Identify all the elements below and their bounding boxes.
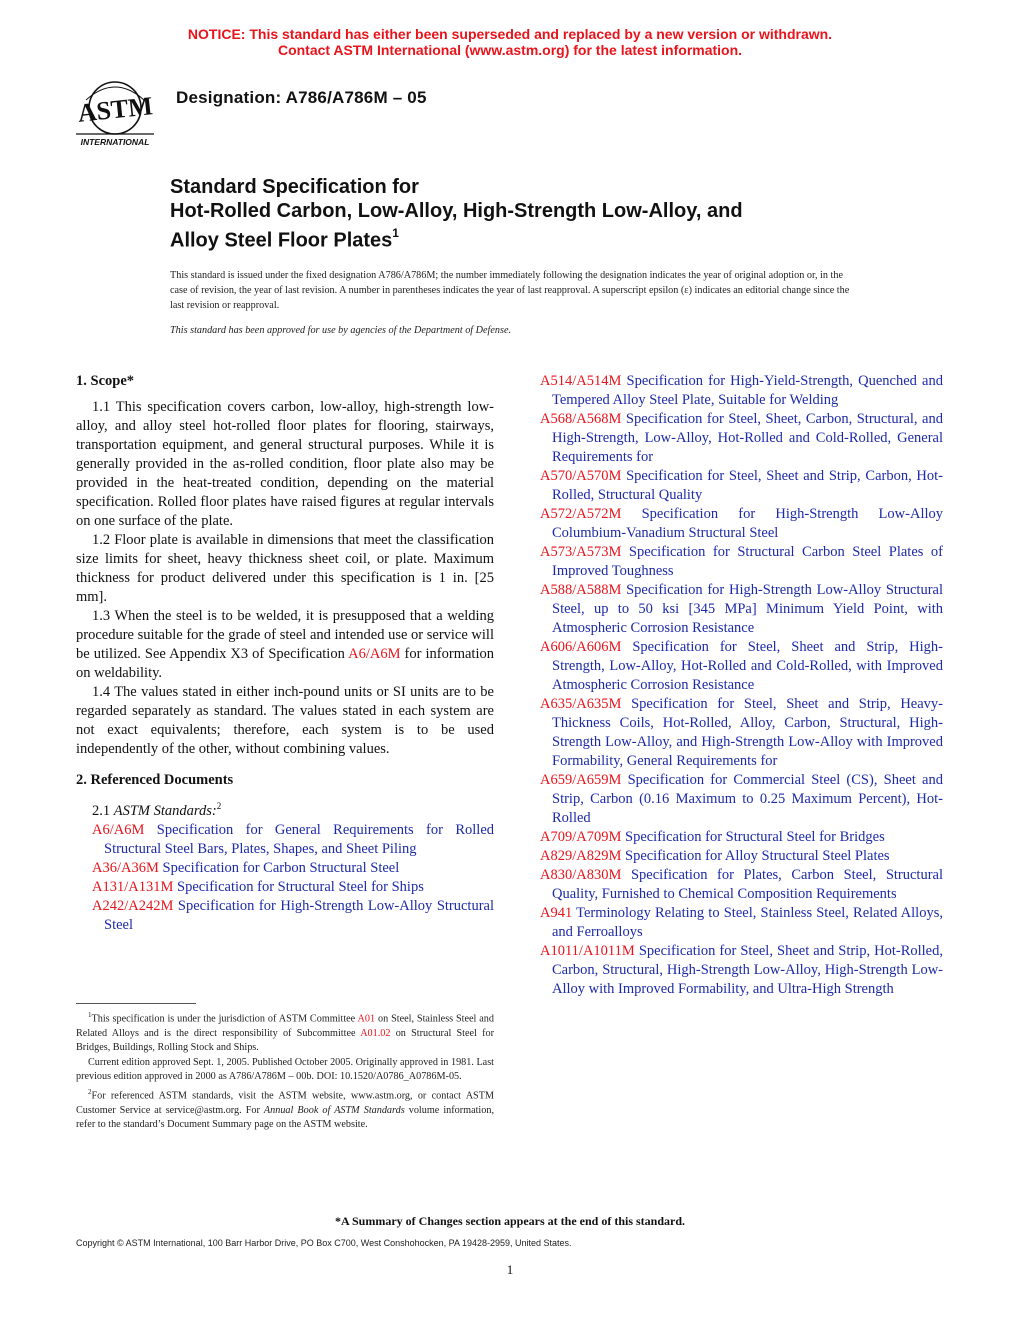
svg-text:INTERNATIONAL: INTERNATIONAL — [80, 137, 150, 147]
reference-item[interactable] — [540, 695, 943, 771]
reference-title[interactable]: Specification for Steel, Sheet and Strip, Hot-Rolled, Carbon, Structural, High-Strength Low-Alloy, High-Strength Low-Alloy with Improved Formability, and Ultra-High Strength — [552, 943, 943, 997]
issue-note: This standard is issued under the fixed designation A786/A786M; the number immediately following the designation indicates the year of original adoption or, in the case of revision, the year of last revision. A number in parentheses indicates the year of last reapproval. A superscript epsilon (ε) indicates an editorial change since the last revision or reapproval. — [170, 270, 850, 311]
copyright: Copyright © ASTM International, 100 Barr Harbor Drive, PO Box C700, West Conshohocken, PA 19428-2959, United States. — [76, 1238, 572, 1248]
summary-of-changes-note: *A Summary of Changes section appears at the end of this standard. — [334, 1214, 686, 1228]
committee-link-a01[interactable]: A01 — [357, 1013, 376, 1025]
reference-title[interactable]: Specification for Steel, Sheet and Strip, Heavy-Thickness Coils, Hot-Rolled, Alloy, Carbon, Structural, High-Strength Low-Alloy, and High-Strength Low-Alloy with Improved Formability, General Requirements for — [552, 696, 943, 769]
dod-note: This standard has been approved for use by agencies of the Department of Defense. — [170, 325, 512, 336]
footnote-1-edition: Current edition approved Sept. 1, 2005. Published October 2005. Originally approved in 1981. Last previous edition approved in 2000 as A786/A786M – 00b. DOI: 10.1520/A0786_A0786M-05. — [76, 1056, 494, 1083]
subcommittee-link-a01-02[interactable]: A01.02 — [360, 1027, 391, 1039]
reference-title[interactable]: Specification for Plates, Carbon Steel, Structural Quality, Furnished to Chemical Composition Requirements — [552, 867, 943, 902]
reference-title[interactable]: Specification for High-Strength Low-Alloy Structural Steel, up to 50 ksi [345 MPa] Minimum Yield Point, with Atmospheric Corrosion Resistance — [552, 582, 943, 636]
reference-code[interactable]: A242/A242M — [92, 897, 174, 914]
reference-item[interactable] — [92, 878, 494, 897]
reference-code[interactable]: A573/A573M — [540, 544, 622, 560]
reference-item[interactable] — [540, 372, 943, 410]
title-footnote-mark: 1 — [392, 226, 399, 240]
reference-title[interactable]: Specification for Steel, Sheet and Strip, Carbon, Hot-Rolled, Structural Quality — [552, 468, 944, 503]
reference-code[interactable]: A606/A606M — [540, 639, 622, 655]
footnote-2: $^2$For referenced ASTM standards, visit the ASTM website, www.astm.org, or contact ASTM Customer Service at service@astm.org. For Annual Book of ASTM Standards volume information, refer to the standard’s Document Summary page on the ASTM website. — [76, 1087, 494, 1131]
reference-title[interactable]: Specification for Structural Steel for Bridges — [625, 829, 885, 845]
astm-standards-label: 2.1 ASTM Standards:$^2$ — [92, 801, 222, 819]
reference-code[interactable]: A1011/A1011M — [540, 943, 635, 959]
reference-item[interactable] — [540, 581, 943, 638]
designation: Designation: A786/A786M – 05 — [176, 88, 427, 107]
reference-item[interactable] — [540, 410, 943, 467]
reference-item[interactable] — [540, 828, 943, 847]
reference-item[interactable] — [92, 859, 494, 878]
reference-code[interactable]: A131/A131M — [92, 878, 174, 895]
reference-code[interactable]: A659/A659M — [540, 772, 622, 788]
reference-title[interactable]: Specification for High-Strength Low-Alloy Structural Steel — [104, 897, 494, 933]
reference-code[interactable]: A568/A568M — [540, 411, 622, 427]
reference-item[interactable] — [92, 897, 494, 935]
notice-line-2: Contact ASTM International (www.astm.org) for the latest information. — [277, 42, 743, 58]
left-column — [76, 372, 494, 935]
reference-item[interactable] — [540, 942, 943, 999]
reference-item[interactable] — [540, 505, 943, 543]
left-reference-list — [76, 821, 494, 935]
right-reference-list — [540, 372, 943, 999]
scope-heading: 1. Scope* — [76, 373, 134, 389]
reference-title[interactable]: Specification for Steel, Sheet, Carbon, Structural, and High-Strength, Low-Alloy, Hot-Rolled and Cold-Rolled, General Requirements for — [552, 411, 943, 465]
reference-item[interactable] — [540, 847, 943, 866]
reference-code[interactable]: A570/A570M — [540, 468, 622, 484]
svg-text:ASTM: ASTM — [76, 91, 155, 128]
astm-logo-icon — [72, 78, 158, 150]
title-line-3: Alloy Steel Floor Plates$^1$ — [170, 226, 399, 252]
footnotes — [76, 1003, 494, 1133]
scope-para-1-4: 1.4 The values stated in either inch-pound units or SI units are to be regarded separately as standard. The values stated in each system are not exact equivalents; therefore, each system is to be used independently of the other, without combining values. — [76, 684, 494, 757]
referenced-heading: 2. Referenced Documents — [76, 772, 234, 788]
reference-title[interactable]: Specification for Commercial Steel (CS), Sheet and Strip, Carbon (0.16 Maximum to 0.25 Maximum Percent), Hot-Rolled — [552, 772, 943, 826]
reference-item[interactable] — [540, 543, 943, 581]
reference-title[interactable]: Specification for General Requirements for Rolled Structural Steel Bars, Plates, Shapes, and Sheet Piling — [104, 821, 494, 857]
reference-item[interactable] — [540, 638, 943, 695]
title-line-1: Standard Specification for — [170, 176, 419, 198]
reference-code[interactable]: A588/A588M — [540, 582, 622, 598]
document-title — [170, 175, 890, 253]
reference-title[interactable]: Specification for Steel, Sheet and Strip, High-Strength, Low-Alloy, Hot-Rolled and Cold-Rolled, with Improved Atmospheric Corrosion Resistance — [552, 639, 943, 693]
scope-para-1-1: 1.1 This specification covers carbon, low-alloy, high-strength low-alloy, and alloy steel hot-rolled floor plates for flooring, stairways, transportation equipment, and general structural purposes. While it is generally provided in the as-rolled condition, floor plate also may be provided in the heat-treated condition, depending on the material specification. Rolled floor plates have raised figures at regular intervals on one surface of the plate. — [76, 399, 494, 529]
reference-title[interactable]: Specification for Structural Carbon Steel Plates of Improved Toughness — [552, 544, 944, 579]
notice-line-1: NOTICE: This standard has either been superseded and replaced by a new version or withdrawn. — [187, 26, 833, 42]
reference-code[interactable]: A635/A635M — [540, 696, 622, 712]
reference-code[interactable]: A709/A709M — [540, 829, 622, 845]
footnote-divider — [76, 1003, 196, 1004]
reference-code[interactable]: A829/A829M — [540, 848, 622, 864]
reference-code[interactable]: A36/A36M — [92, 859, 159, 876]
reference-item[interactable] — [540, 904, 943, 942]
footnote-1: $^1$This specification is under the jurisdiction of ASTM Committee A01 on Steel, Stainless Steel and Related Alloys and is the direct responsibility of Subcommittee A01.02 on Structural Steel for Bridges, Buildings, Rolling Stock and Ships. — [76, 1011, 495, 1054]
reference-title[interactable]: Specification for High-Strength Low-Alloy Columbium-Vanadium Structural Steel — [552, 506, 943, 541]
scope-para-1-3: 1.3 When the steel is to be welded, it is presupposed that a welding procedure suitable for the grade of steel and intended use or service will be utilized. See Appendix X3 of Specification A6/A6M for information on weldability. — [76, 608, 494, 681]
reference-title[interactable]: Specification for Carbon Structural Steel — [162, 859, 400, 876]
page-number: 1 — [506, 1262, 514, 1277]
reference-title[interactable]: Specification for Structural Steel for Ships — [177, 878, 424, 895]
reference-code[interactable]: A572/A572M — [540, 506, 622, 522]
reference-title[interactable]: Terminology Relating to Steel, Stainless Steel, Related Alloys, and Ferroalloys — [552, 905, 943, 940]
reference-item[interactable] — [92, 821, 494, 859]
scope-para-1-2: 1.2 Floor plate is available in dimensions that meet the classification size limits for sheet, heavy thickness sheet coil, or plate. Maximum thickness for product delivered under this specification is 1 in. [25 mm]. — [76, 532, 494, 605]
reference-title[interactable]: Specification for Alloy Structural Steel Plates — [625, 848, 890, 864]
reference-item[interactable] — [540, 467, 943, 505]
reference-code[interactable]: A514/A514M — [540, 373, 622, 389]
reference-title[interactable]: Specification for High-Yield-Strength, Quenched and Tempered Alloy Steel Plate, Suitable for Welding — [552, 373, 943, 408]
reference-item[interactable] — [540, 866, 943, 904]
reference-item[interactable] — [540, 771, 943, 828]
withdrawn-notice — [0, 26, 1020, 58]
title-line-2: Hot-Rolled Carbon, Low-Alloy, High-Strength Low-Alloy, and — [170, 200, 743, 222]
ref-link-a6[interactable]: A6/A6M — [348, 646, 401, 662]
reference-code[interactable]: A6/A6M — [92, 821, 145, 838]
reference-code[interactable]: A830/A830M — [540, 867, 622, 883]
reference-code[interactable]: A941 — [540, 905, 573, 921]
